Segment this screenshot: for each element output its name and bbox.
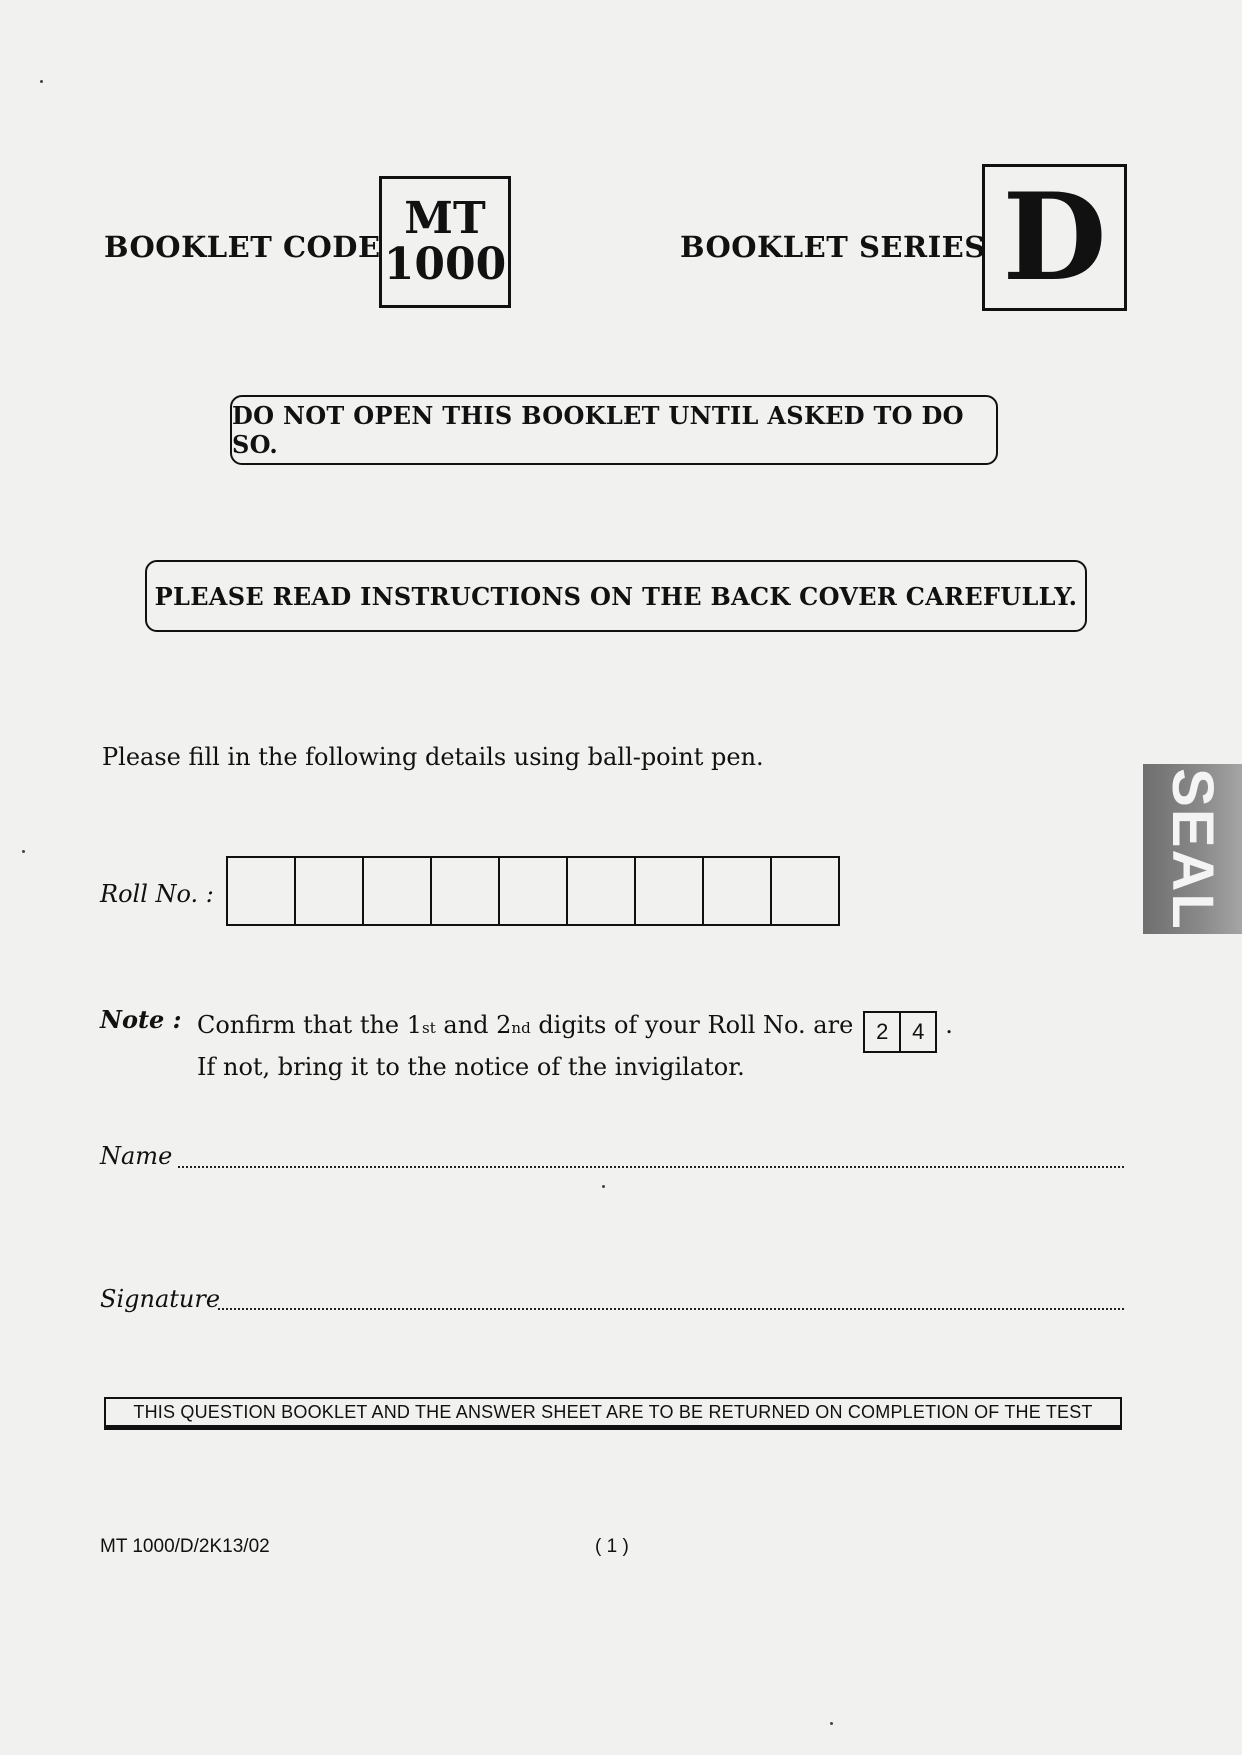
- booklet-code-label: BOOKLET CODE: [104, 230, 381, 264]
- booklet-series-label: BOOKLET SERIES: [680, 230, 986, 264]
- roll-number-boxes: [226, 856, 838, 926]
- do-not-open-text: DO NOT OPEN THIS BOOKLET UNTIL ASKED TO DO SO.: [232, 401, 964, 459]
- confirm-digits: [863, 1011, 935, 1053]
- note-text-a: Confirm that the 1: [197, 1011, 423, 1039]
- do-not-open-notice: [230, 395, 998, 465]
- note-period: .: [945, 1011, 953, 1039]
- booklet-series-value: D: [1002, 166, 1107, 308]
- booklet-code-box: [379, 176, 511, 308]
- note-sup-second: nd: [511, 1019, 531, 1037]
- read-instructions-text: PLEASE READ INSTRUCTIONS ON THE BACK COVER CAREFULLY.: [154, 581, 1078, 611]
- booklet-series-box: [982, 164, 1127, 311]
- seal-tab: [1143, 764, 1242, 934]
- paper-speck: [602, 1185, 605, 1188]
- roll-digit-box[interactable]: [226, 856, 296, 926]
- return-notice-underline: [104, 1425, 1122, 1430]
- paper-speck: [22, 850, 25, 853]
- roll-digit-box[interactable]: [770, 856, 840, 926]
- note-text: [197, 1005, 953, 1047]
- confirm-digit-1: 2: [863, 1011, 901, 1053]
- name-field-line[interactable]: [178, 1166, 1124, 1168]
- roll-digit-box[interactable]: [498, 856, 568, 926]
- footer-booklet-code: MT 1000/D/2K13/02: [100, 1536, 270, 1557]
- roll-digit-box[interactable]: [634, 856, 704, 926]
- note-text-c: digits of your Roll No. are: [530, 1011, 854, 1039]
- name-label: Name: [100, 1142, 173, 1170]
- paper-speck: [40, 80, 43, 83]
- paper-speck: [830, 1722, 833, 1725]
- note-line2: If not, bring it to the notice of the invigilator.: [197, 1053, 745, 1081]
- note-text-b: and 2: [435, 1011, 512, 1039]
- signature-field-line[interactable]: [218, 1308, 1124, 1310]
- roll-digit-box[interactable]: [566, 856, 636, 926]
- read-instructions-notice: [145, 560, 1087, 632]
- footer-page-number: ( 1 ): [595, 1536, 629, 1557]
- roll-digit-box[interactable]: [702, 856, 772, 926]
- return-notice-text: THIS QUESTION BOOKLET AND THE ANSWER SHEET ARE TO BE RETURNED ON COMPLETION OF THE TEST: [133, 1401, 1093, 1422]
- roll-digit-box[interactable]: [294, 856, 364, 926]
- seal-label: SEAL: [1160, 767, 1225, 931]
- note-label: Note :: [100, 1005, 182, 1034]
- confirm-digit-2: 4: [899, 1011, 937, 1053]
- roll-digit-box[interactable]: [430, 856, 500, 926]
- note-sup-first: st: [422, 1019, 436, 1037]
- booklet-code-line1: MT: [404, 192, 486, 244]
- return-notice-banner: [104, 1397, 1122, 1427]
- roll-digit-box[interactable]: [362, 856, 432, 926]
- fill-instruction: Please fill in the following details using ball-point pen.: [102, 743, 764, 771]
- roll-number-label: Roll No. :: [100, 880, 214, 908]
- booklet-code-line2: 1000: [383, 239, 507, 290]
- signature-label: Signature: [100, 1285, 221, 1313]
